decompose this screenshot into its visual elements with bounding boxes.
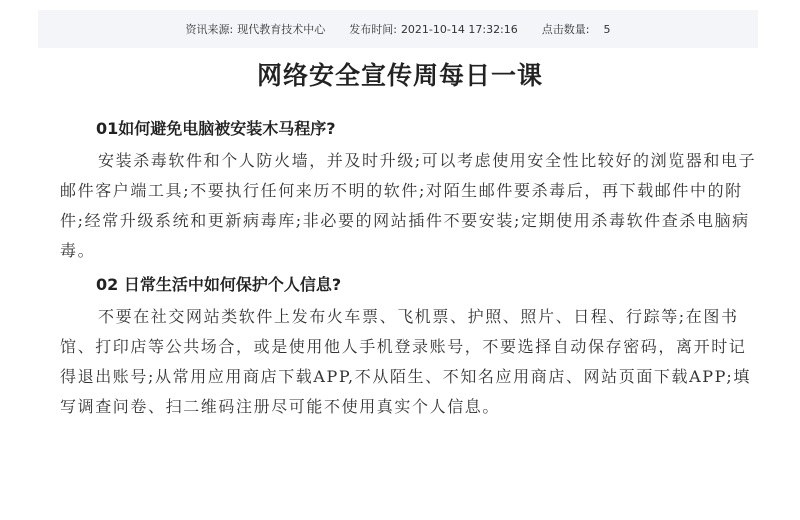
meta-publish-time: [349, 21, 518, 37]
meta-click-count: [542, 21, 611, 37]
section-paragraph: 不要在社交网站类软件上发布火车票、飞机票、护照、照片、日程、行踪等;在图书馆、打印店等公共场合，或是使用他人手机登录账号，不要选择自动保存密码，离开时记得退出账号;从常用应用商店下载APP,不从陌生、不知名应用商店、网站页面下载APP;填写调查问卷、扫二维码注册尽可能不使用真实个人信息。: [60, 307, 752, 416]
meta-clicks-value: 5: [603, 23, 611, 36]
meta-time-label: 发布时间:: [349, 23, 397, 36]
article-meta-bar: [38, 10, 758, 48]
meta-clicks-label: 点击数量:: [541, 23, 590, 36]
meta-source-value: 现代教育技术中心: [237, 23, 326, 36]
section-heading: 02 日常生活中如何保护个人信息?: [96, 275, 342, 294]
article-title: 网络安全宣传周每日一课: [256, 61, 543, 90]
cut-off-next-heading: [150, 428, 440, 448]
article-body: [60, 112, 760, 448]
meta-source-label: 资讯来源:: [185, 23, 234, 36]
meta-time-value: 2021-10-14 17:32:16: [400, 23, 518, 36]
section-paragraph: 安装杀毒软件和个人防火墙，并及时升级;可以考虑使用安全性比较好的浏览器和电子邮件客户端工具;不要执行任何来历不明的软件;对陌生邮件要杀毒后，再下载邮件中的附件;经常升级系统和更新病毒库;非必要的网站插件不要安装;定期使用杀毒软件查杀电脑病毒。: [60, 151, 757, 260]
meta-source: [186, 21, 326, 37]
section-heading: 01如何避免电脑被安装木马程序?: [96, 119, 336, 138]
